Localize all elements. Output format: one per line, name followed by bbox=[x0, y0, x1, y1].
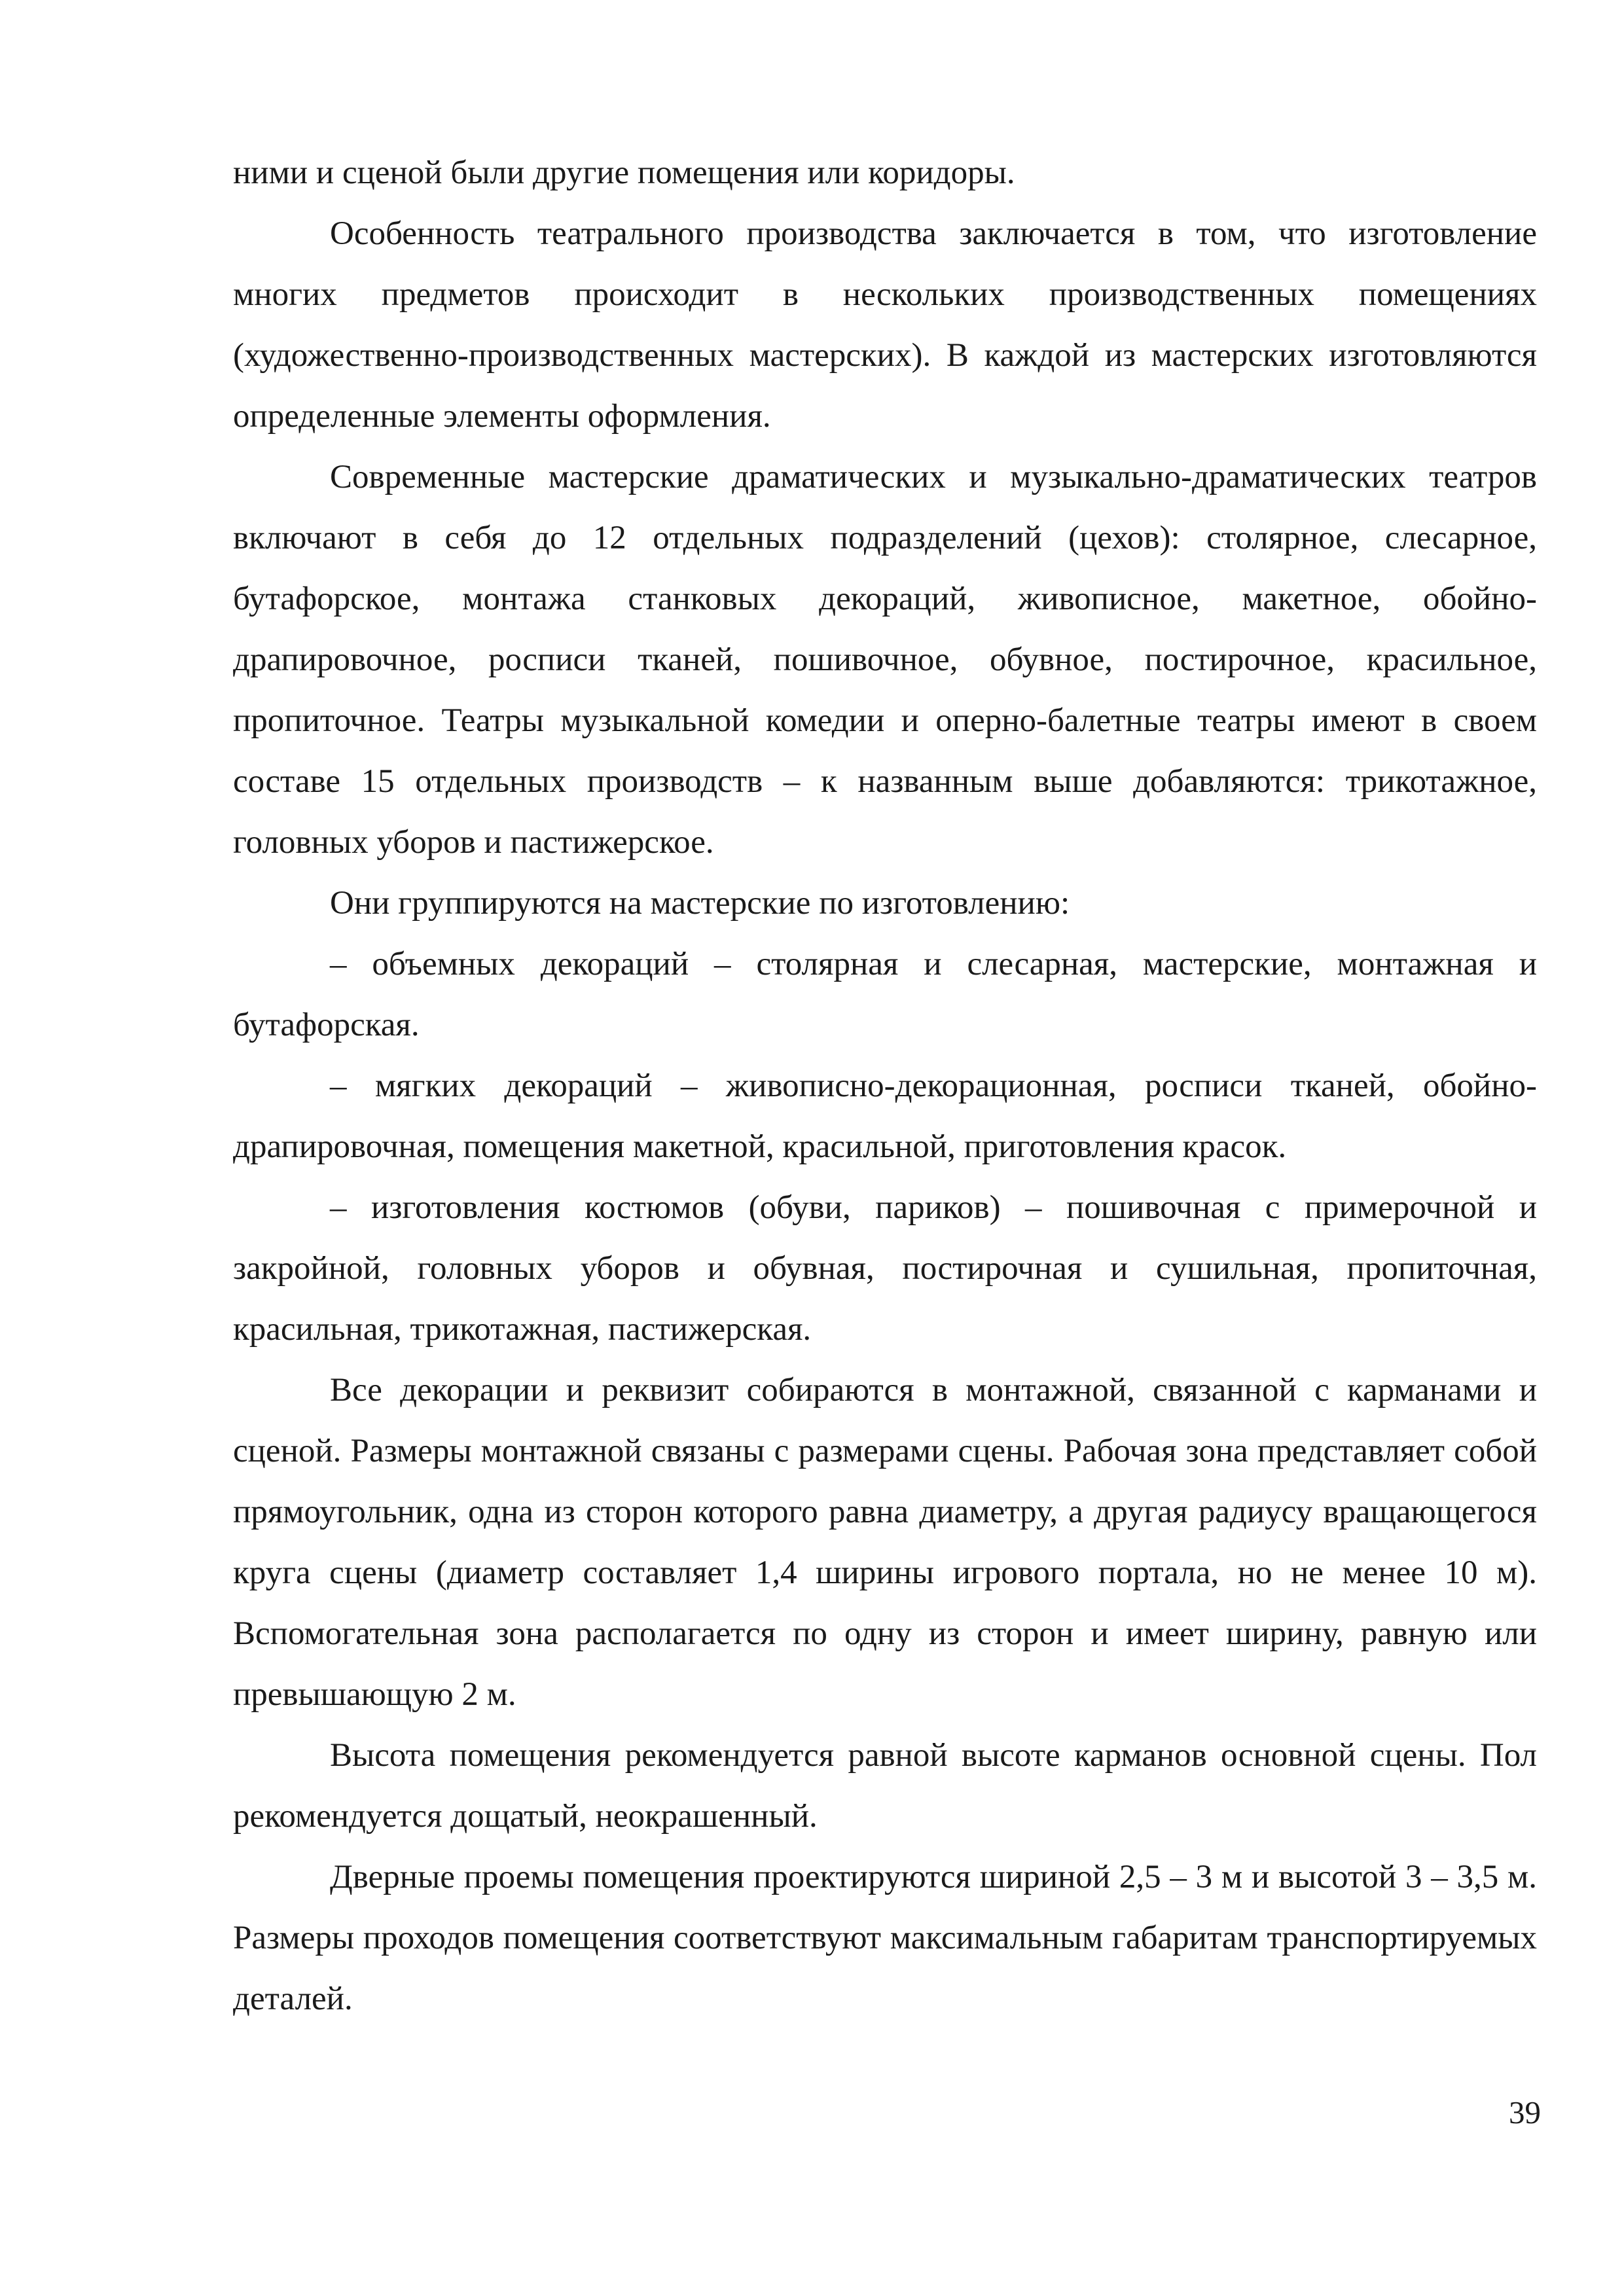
list-item-volumetric-decorations: – объемных декораций – столярная и слесарная, мастерские, монтажная и бутафорская. bbox=[233, 946, 1537, 1043]
paragraph-door-openings: Дверные проемы помещения проектируются шириной 2,5 – 3 м и высотой 3 – 3,5 м. Размеры проходов помещения соответствуют максимальным габаритам транспортируемых деталей. bbox=[233, 1859, 1537, 2017]
paragraph-production-features: Особенность театрального производства заключается в том, что изготовление многих предметов происходит в нескольких производственных помещениях (художественно-производственных мастерских). В каждой из мастерских изготовляются определенные элементы оформления. bbox=[233, 215, 1537, 435]
list-item-costumes: – изготовления костюмов (обуви, париков) – пошивочная с примерочной и закройной, головных уборов и обувная, постирочная и сушильная, пропиточная, красильная, трикотажная, пастижерская. bbox=[233, 1189, 1537, 1348]
paragraph-assembly-room: Все декорации и реквизит собираются в монтажной, связанной с карманами и сценой. Размеры монтажной связаны с размерами сцены. Рабочая зона представляет собой прямоугольник, одна из сторон которого равна диаметру, а другая радиусу вращающегося круга сцены (диаметр составляет 1,4 ширины игрового портала, но не менее 10 м). Вспомогательная зона располагается по одну из сторон и имеет ширину, равную или превышающую 2 м. bbox=[233, 1372, 1537, 1713]
paragraph-modern-workshops: Современные мастерские драматических и музыкально-драматических театров включают в себя до 12 отдельных подразделений (цехов): столярное, слесарное, бутафорское, монтажа станковых декораций, живописное, макетное, обойно-драпировочное, росписи тканей, пошивочное, обувное, постирочное, красильное, пропиточное. Театры музыкальной комедии и оперно-балетные театры имеют в своем составе 15 отдельных производств – к названным выше добавляются: трикотажное, головных уборов и пастижерское. bbox=[233, 459, 1537, 861]
paragraph-grouping-intro: Они группируются на мастерские по изготовлению: bbox=[330, 885, 1070, 922]
paragraph-continuation: ними и сценой были другие помещения или коридоры. bbox=[233, 154, 1015, 191]
page-number: 39 bbox=[1509, 2094, 1541, 2130]
document-body bbox=[233, 143, 1537, 2030]
list-item-soft-decorations: – мягких декораций – живописно-декорационная, росписи тканей, обойно-драпировочная, помещения макетной, красильной, приготовления красок. bbox=[233, 1067, 1537, 1165]
paragraph-room-height: Высота помещения рекомендуется равной высоте карманов основной сцены. Пол рекомендуется дощатый, неокрашенный. bbox=[233, 1737, 1537, 1835]
